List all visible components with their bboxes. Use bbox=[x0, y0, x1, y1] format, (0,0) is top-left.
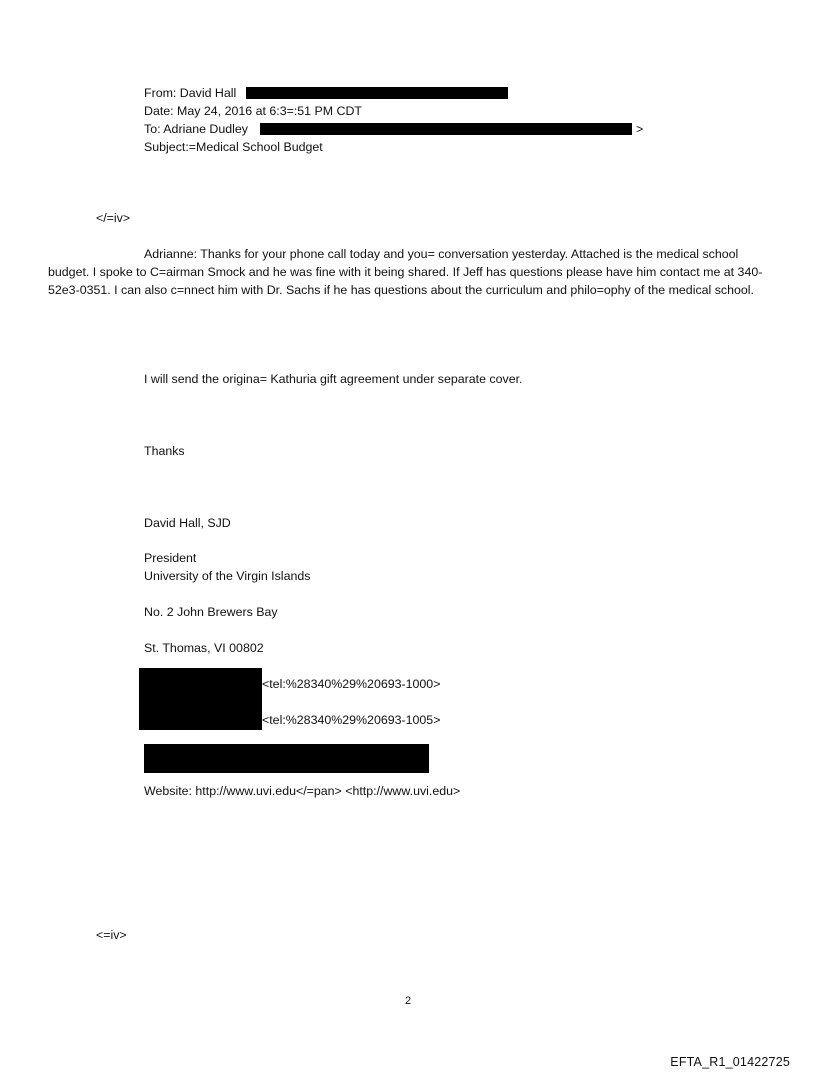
body-paragraph-1: Adrianne: Thanks for your phone call today and you= conversation yesterday. Attached is the medical school budget. I spoke to C=airman Smock and he was fine with it being shared. If Jeff has questions please have him contact me at 340-52e3-0351. I can also c=nnect him with Dr. Sachs if he has questions about the curriculum and philo=ophy of the medical school. bbox=[48, 247, 763, 297]
signature-tel-1: <tel:%28340%29%20693-1000> bbox=[262, 677, 441, 691]
header-subject: Subject:=Medical School Budget bbox=[144, 140, 323, 154]
signature-address-2: St. Thomas, VI 00802 bbox=[144, 641, 264, 655]
signature-org: University of the Virgin Islands bbox=[144, 569, 311, 583]
header-from: From: David Hall bbox=[144, 86, 237, 100]
signature-name: David Hall, SJD bbox=[144, 516, 231, 530]
redaction-phone-numbers bbox=[139, 668, 262, 730]
redaction-email-line bbox=[144, 744, 429, 773]
signature-tel-2: <tel:%28340%29%20693-1005> bbox=[262, 713, 441, 727]
document-id: EFTA_R1_01422725 bbox=[670, 1055, 790, 1069]
header-to-suffix: > bbox=[636, 122, 644, 136]
redaction-from-email bbox=[246, 87, 508, 99]
signature-address-1: No. 2 John Brewers Bay bbox=[144, 605, 278, 619]
div-open-artifact: </=iv> bbox=[96, 211, 131, 225]
body-paragraph-2: I will send the origina= Kathuria gift agreement under separate cover. bbox=[144, 372, 523, 386]
closing-thanks: Thanks bbox=[144, 444, 185, 458]
header-to: To: Adriane Dudley bbox=[144, 122, 249, 136]
redaction-to-email bbox=[260, 123, 632, 135]
header-date: Date: May 24, 2016 at 6:3=:51 PM CDT bbox=[144, 104, 362, 118]
div-close-artifact: <=iv> bbox=[96, 928, 127, 942]
signature-website: Website: http://www.uvi.edu</=pan> <http://www.uvi.edu> bbox=[144, 784, 461, 798]
page-number: 2 bbox=[404, 995, 412, 1007]
signature-title: President bbox=[144, 551, 197, 565]
